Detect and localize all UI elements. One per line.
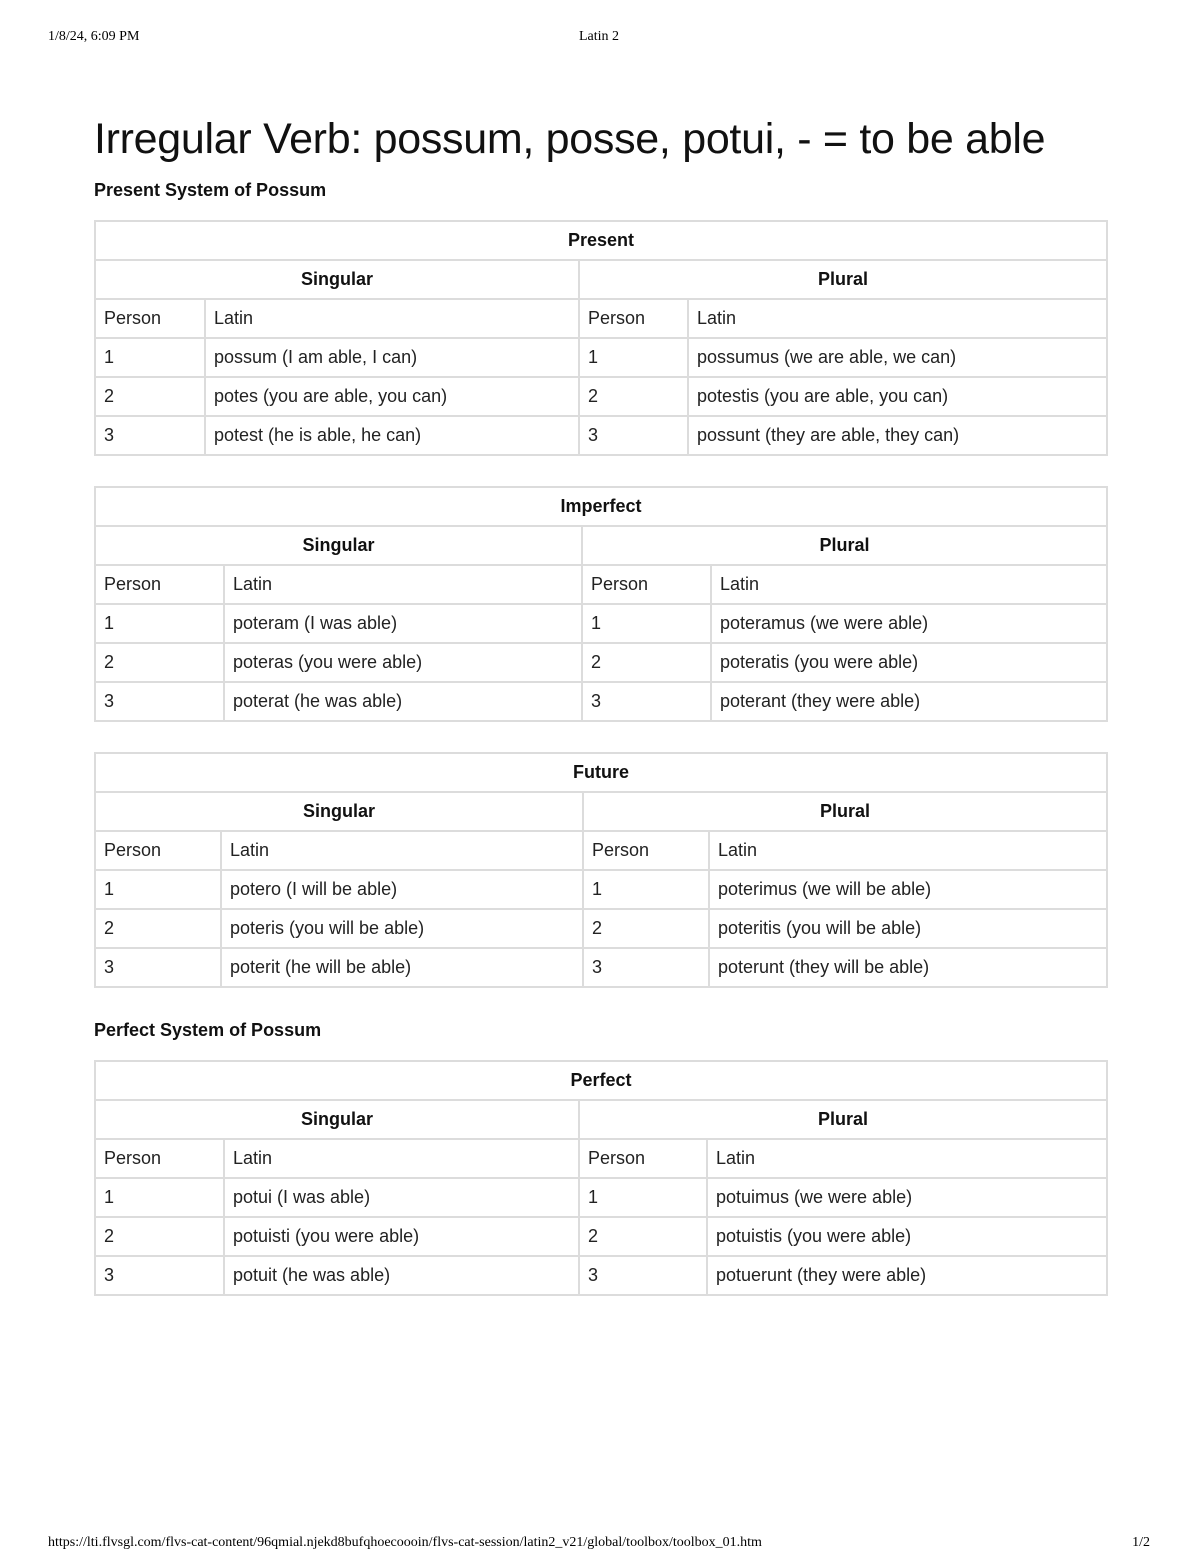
person-column-header: Person bbox=[579, 1139, 707, 1178]
latin-cell: potestis (you are able, you can) bbox=[688, 377, 1107, 416]
person-column-header: Person bbox=[95, 565, 224, 604]
person-cell: 3 bbox=[579, 416, 688, 455]
latin-cell: poteram (I was able) bbox=[224, 604, 582, 643]
person-cell: 3 bbox=[95, 948, 221, 987]
latin-cell: poterit (he will be able) bbox=[221, 948, 583, 987]
column-header-row bbox=[95, 299, 1107, 338]
table-row bbox=[95, 1217, 1107, 1256]
latin-column-header: Latin bbox=[711, 565, 1107, 604]
tense-header-row bbox=[95, 221, 1107, 260]
perfect-system-heading: Perfect System of Possum bbox=[94, 1020, 322, 1040]
table-row bbox=[95, 870, 1107, 909]
print-doc-title: Latin 2 bbox=[578, 29, 620, 44]
table-row bbox=[95, 377, 1107, 416]
future-tense-table bbox=[94, 752, 1108, 988]
person-cell: 2 bbox=[95, 909, 221, 948]
person-cell: 2 bbox=[583, 909, 709, 948]
person-column-header: Person bbox=[583, 831, 709, 870]
tense-header-row bbox=[95, 487, 1107, 526]
perfect-tense-table bbox=[94, 1060, 1108, 1296]
document-content bbox=[94, 110, 1106, 1296]
column-header-row bbox=[95, 565, 1107, 604]
person-column-header: Person bbox=[95, 1139, 224, 1178]
print-footer bbox=[48, 1535, 1150, 1555]
singular-header: Singular bbox=[95, 792, 583, 831]
person-column-header: Person bbox=[579, 299, 688, 338]
person-cell: 2 bbox=[582, 643, 711, 682]
table-row bbox=[95, 604, 1107, 643]
latin-cell: potuisti (you were able) bbox=[224, 1217, 579, 1256]
singular-header: Singular bbox=[95, 1100, 579, 1139]
number-header-row bbox=[95, 260, 1107, 299]
table-row bbox=[95, 682, 1107, 721]
column-header-row bbox=[95, 1139, 1107, 1178]
tense-title: Present bbox=[95, 221, 1107, 260]
latin-cell: potui (I was able) bbox=[224, 1178, 579, 1217]
person-cell: 2 bbox=[95, 643, 224, 682]
person-cell: 1 bbox=[582, 604, 711, 643]
person-cell: 1 bbox=[95, 1178, 224, 1217]
latin-cell: poteris (you will be able) bbox=[221, 909, 583, 948]
person-cell: 3 bbox=[582, 682, 711, 721]
singular-header: Singular bbox=[95, 260, 579, 299]
tense-title: Future bbox=[95, 753, 1107, 792]
person-cell: 1 bbox=[95, 870, 221, 909]
latin-cell: potuit (he was able) bbox=[224, 1256, 579, 1295]
person-cell: 1 bbox=[579, 338, 688, 377]
person-cell: 1 bbox=[583, 870, 709, 909]
source-url[interactable]: https://lti.flvsgl.com/flvs-cat-content/96qmial.njekd8bufqhoecoooin/flvs-cat-session/latin2_v21/global/toolbox/toolbox_01.htm bbox=[48, 1535, 762, 1550]
latin-column-header: Latin bbox=[224, 565, 582, 604]
person-cell: 3 bbox=[95, 416, 205, 455]
table-row bbox=[95, 1256, 1107, 1295]
present-tense-table bbox=[94, 220, 1108, 456]
table-row bbox=[95, 1178, 1107, 1217]
person-column-header: Person bbox=[95, 831, 221, 870]
person-cell: 3 bbox=[583, 948, 709, 987]
print-header bbox=[48, 29, 1150, 49]
person-column-header: Person bbox=[95, 299, 205, 338]
latin-cell: possum (I am able, I can) bbox=[205, 338, 579, 377]
latin-column-header: Latin bbox=[224, 1139, 579, 1178]
latin-cell: poteratis (you were able) bbox=[711, 643, 1107, 682]
tense-header-row bbox=[95, 1061, 1107, 1100]
page-number: 1/2 bbox=[1132, 1535, 1150, 1550]
number-header-row bbox=[95, 526, 1107, 565]
latin-cell: potuerunt (they were able) bbox=[707, 1256, 1107, 1295]
latin-column-header: Latin bbox=[707, 1139, 1107, 1178]
table-row bbox=[95, 643, 1107, 682]
latin-cell: potuistis (you were able) bbox=[707, 1217, 1107, 1256]
imperfect-tense-table bbox=[94, 486, 1108, 722]
person-cell: 2 bbox=[95, 1217, 224, 1256]
number-header-row bbox=[95, 1100, 1107, 1139]
person-cell: 3 bbox=[95, 1256, 224, 1295]
column-header-row bbox=[95, 831, 1107, 870]
latin-column-header: Latin bbox=[205, 299, 579, 338]
latin-column-header: Latin bbox=[688, 299, 1107, 338]
table-row bbox=[95, 416, 1107, 455]
tense-title: Perfect bbox=[95, 1061, 1107, 1100]
person-cell: 1 bbox=[95, 604, 224, 643]
number-header-row bbox=[95, 792, 1107, 831]
table-row bbox=[95, 338, 1107, 377]
tense-title: Imperfect bbox=[95, 487, 1107, 526]
table-row bbox=[95, 948, 1107, 987]
plural-header: Plural bbox=[579, 1100, 1107, 1139]
latin-cell: poteritis (you will be able) bbox=[709, 909, 1107, 948]
latin-cell: possumus (we are able, we can) bbox=[688, 338, 1107, 377]
latin-cell: potero (I will be able) bbox=[221, 870, 583, 909]
person-cell: 1 bbox=[95, 338, 205, 377]
latin-column-header: Latin bbox=[709, 831, 1107, 870]
singular-header: Singular bbox=[95, 526, 582, 565]
latin-cell: poteras (you were able) bbox=[224, 643, 582, 682]
latin-cell: poterunt (they will be able) bbox=[709, 948, 1107, 987]
latin-cell: poterant (they were able) bbox=[711, 682, 1107, 721]
person-cell: 3 bbox=[579, 1256, 707, 1295]
plural-header: Plural bbox=[579, 260, 1107, 299]
latin-cell: poterat (he was able) bbox=[224, 682, 582, 721]
latin-cell: poteramus (we were able) bbox=[711, 604, 1107, 643]
person-cell: 2 bbox=[95, 377, 205, 416]
latin-cell: potes (you are able, you can) bbox=[205, 377, 579, 416]
person-cell: 2 bbox=[579, 1217, 707, 1256]
person-cell: 2 bbox=[579, 377, 688, 416]
table-row bbox=[95, 909, 1107, 948]
person-cell: 1 bbox=[579, 1178, 707, 1217]
page-title: Irregular Verb: possum, posse, potui, - = to be able bbox=[94, 115, 1046, 163]
latin-cell: poterimus (we will be able) bbox=[709, 870, 1107, 909]
person-cell: 3 bbox=[95, 682, 224, 721]
print-date: 1/8/24, 6:09 PM bbox=[48, 29, 140, 44]
latin-cell: potest (he is able, he can) bbox=[205, 416, 579, 455]
plural-header: Plural bbox=[583, 792, 1107, 831]
person-column-header: Person bbox=[582, 565, 711, 604]
present-system-heading: Present System of Possum bbox=[94, 180, 327, 200]
latin-cell: potuimus (we were able) bbox=[707, 1178, 1107, 1217]
tense-header-row bbox=[95, 753, 1107, 792]
latin-column-header: Latin bbox=[221, 831, 583, 870]
plural-header: Plural bbox=[582, 526, 1107, 565]
latin-cell: possunt (they are able, they can) bbox=[688, 416, 1107, 455]
